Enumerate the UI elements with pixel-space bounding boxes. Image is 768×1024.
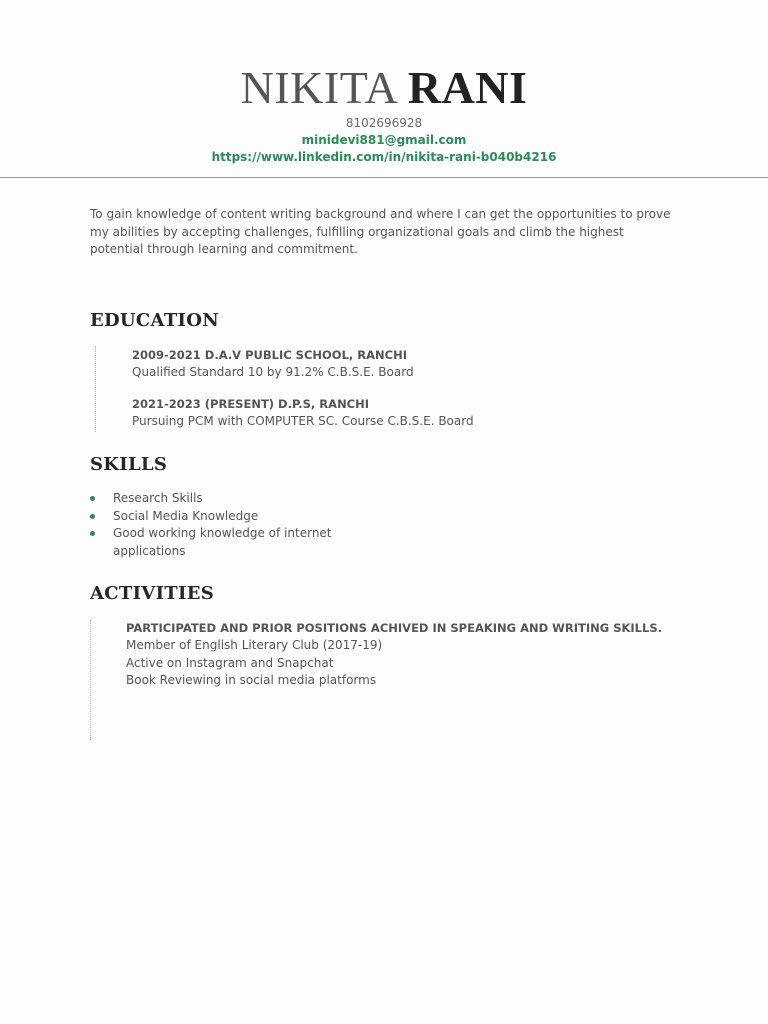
bullet-icon [90,496,95,501]
activities-divider [90,620,91,740]
skill-item [90,490,350,508]
first-name: NIKITA [240,62,396,113]
skill-item [90,525,350,560]
bullet-icon [90,531,95,536]
skill-item [90,508,350,526]
objective-text: To gain knowledge of content writing background and where I can get the opportunities to prove my abilities by accepting challenges, fulfilling organizational goals and climb the highest potential through learning and commitment. [90,207,671,256]
header-divider [0,177,768,178]
linkedin-link[interactable]: https://www.linkedin.com/in/nikita-rani-b040b4216 [211,150,557,164]
education-entry-2-detail: Pursuing PCM with COMPUTER SC. Course C.B.S.E. Board [132,414,474,428]
education-divider [95,346,96,432]
activity-item: Active on Instagram and Snapchat [126,656,334,670]
activities-subheading: PARTICIPATED AND PRIOR POSITIONS ACHIVED IN SPEAKING AND WRITING SKILLS. [126,621,662,635]
education-entry-2-heading: 2021-2023 (PRESENT) D.P.S, RANCHI [132,397,370,411]
skills-heading: SKILLS [90,454,168,475]
education-heading: EDUCATION [90,310,219,331]
skill-text: Social Media Knowledge [113,508,259,523]
resume-name [0,60,768,116]
skill-text: Good working knowledge of internet applications [113,526,332,558]
skill-text: Research Skills [113,491,203,505]
activity-item: Book Reviewing in social media platforms [126,673,377,687]
skills-list [90,490,350,560]
last-name: RANI [407,62,528,113]
phone-number: 8102696928 [345,116,423,130]
bullet-icon [90,514,95,519]
email-link[interactable]: minidevi881@gmail.com [301,133,467,147]
education-entry-1-detail: Qualified Standard 10 by 91.2% C.B.S.E. Board [132,365,414,379]
activities-heading: ACTIVITIES [90,583,215,604]
education-entry-1-heading: 2009-2021 D.A.V PUBLIC SCHOOL, RANCHI [132,348,407,362]
activity-item: Member of English Literary Club (2017-19) [126,638,383,652]
